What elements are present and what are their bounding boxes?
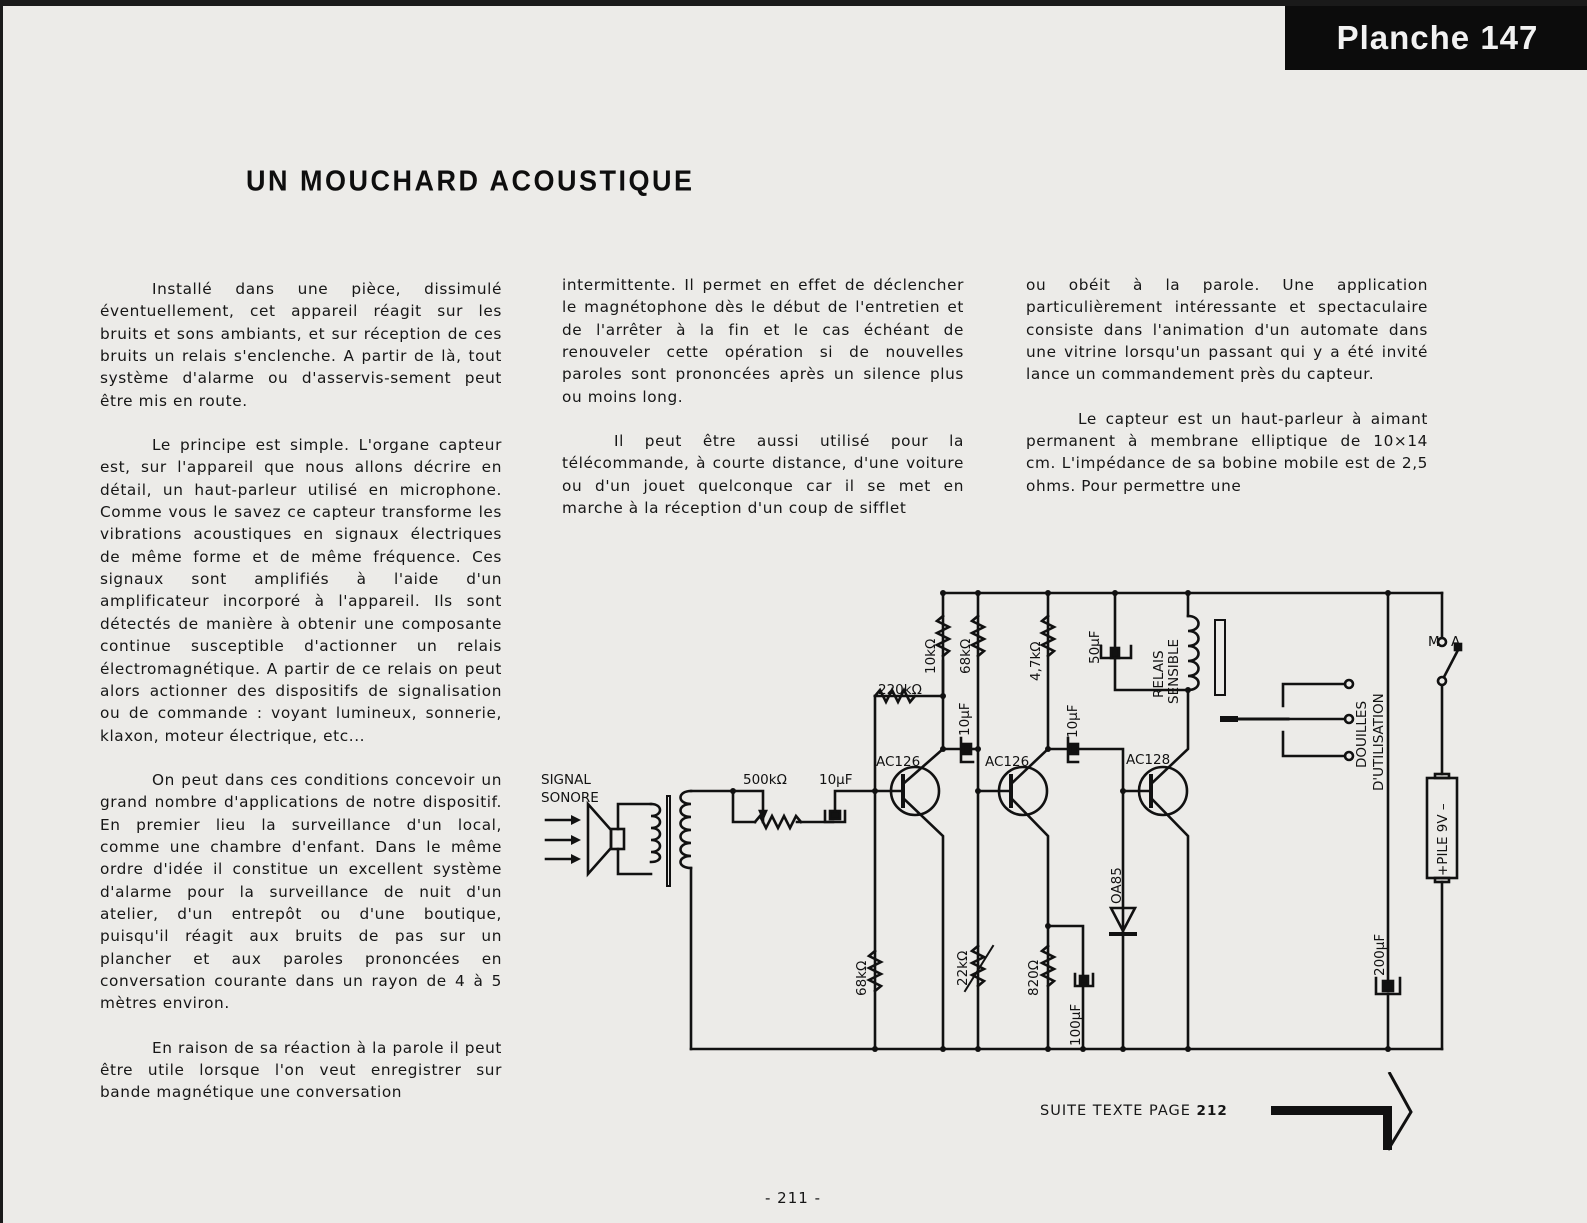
label-c-10-a: 10µF	[957, 702, 973, 736]
paragraph: Installé dans une pièce, dissimulé éventuellement, cet appareil réagit sur les bruits et sons ambiants, et sur réception de ces bruits un relais s'enclenche. A partir de là, tout système d'alarme ou d'asservis-sement peut être mis en route.	[100, 280, 502, 410]
label-relay-2: SENSIBLE	[1166, 638, 1182, 704]
label-r-10k: 10kΩ	[923, 638, 939, 674]
wire	[691, 791, 763, 822]
label-c-100: 100µF	[1068, 1003, 1084, 1046]
paragraph: intermittente. Il permet en effet de déclencher le magnétophone dès le début de l'entretien et de l'arrêter à la fin et le cas échéant de renouveler cette opération si de nouvelles paroles sont prononcées après un silence plus ou moins long.	[562, 276, 964, 406]
label-sockets-2: D'UTILISATION	[1371, 693, 1387, 791]
label-c-50: 50µF	[1087, 630, 1103, 664]
label-c-in: 10µF	[819, 772, 853, 788]
continued-page: 212	[1196, 1103, 1228, 1119]
capacitor-input	[825, 791, 875, 822]
label-r-22k: 22kΩ	[955, 950, 971, 986]
paragraph: Il peut être aussi utilisé pour la télécommande, à courte distance, d'une voiture ou d'un jouet quelconque car il se met en marche à la réception d'un coup de sifflet	[562, 432, 964, 518]
label-signal: SIGNAL	[541, 772, 591, 788]
label-r-68k-top: 68kΩ	[958, 638, 974, 674]
circuit-schematic	[523, 586, 1483, 1086]
label-sockets-1: DOUILLES	[1354, 700, 1370, 768]
continued-note	[1040, 1103, 1228, 1119]
text-column-2	[562, 274, 964, 541]
paragraph: On peut dans ces conditions concevoir un grand nombre d'applications de notre dispositif. En premier lieu la surveillance d'un local, comme une chambre d'enfant. Dans le même ordre d'idée il constitue un excellent système d'alarme pour la surveillance de nuit d'un atelier, d'un entrepôt ou d'une boutique, puisqu'il réagit aux bruits de pas sur un plancher et aux paroles prononcées en conversation courante dans un rayon de 4 à 5 mètres environ.	[100, 770, 502, 1013]
page	[3, 6, 1587, 1223]
label-relay-1: RELAIS	[1151, 650, 1167, 698]
continued-arrow-icon	[1271, 1072, 1421, 1152]
text-column-3	[1026, 274, 1428, 519]
label-q1: AC126	[876, 754, 921, 770]
label-r-4k7: 4,7kΩ	[1028, 641, 1044, 681]
label-r-820: 820Ω	[1026, 959, 1042, 996]
label-switch-m: M	[1428, 634, 1440, 650]
transformer-icon	[651, 791, 691, 1049]
article-title: UN MOUCHARD ACOUSTIQUE	[246, 165, 695, 197]
paragraph: Le principe est simple. L'organe capteur est, sur l'appareil que nous allons décrire en détail, un haut-parleur utilisé en microphone. Comme vous le savez ce capteur transforme les vibrations acoustiques en signaux électriques de même forme et de même fréquence. Ces signaux sont amplifiés à l'aide d'un amplificateur incorporé à l'appareil. Ils sont détectés de manière à obtenir une composante continue susceptible d'actionner un relais électromagnétique. A partir de ce relais on peut alors actionner des dispositifs de signalisation ou de commande : voyant lumineux, sonnerie, klaxon, moteur électrique, etc...	[100, 436, 502, 745]
label-q2: AC126	[985, 754, 1030, 770]
label-c-200: 200µF	[1372, 933, 1388, 976]
continued-text: SUITE TEXTE PAGE	[1040, 1103, 1191, 1119]
label-pot-500k: 500kΩ	[743, 772, 787, 788]
speaker-icon	[588, 804, 651, 874]
relay-core	[1215, 620, 1225, 695]
text-column-1	[100, 278, 502, 1126]
label-c-10-b: 10µF	[1065, 704, 1081, 738]
label-r-68k-bottom: 68kΩ	[854, 960, 870, 996]
socket-2	[1345, 715, 1353, 723]
relay-coil	[1188, 616, 1199, 690]
paragraph: Le capteur est un haut-parleur à aimant permanent à membrane elliptique de 10×14 cm. L'impédance de sa bobine mobile est de 2,5 ohms. Pour permettre une	[1026, 409, 1428, 495]
page-number: - 211 -	[765, 1189, 821, 1207]
socket-3	[1345, 752, 1353, 760]
plate-label: Planche 147	[1285, 6, 1587, 70]
label-diode: OA85	[1109, 867, 1125, 904]
label-q3: AC128	[1126, 752, 1171, 768]
label-r-220k: 220kΩ	[878, 682, 922, 698]
power-switch	[1444, 650, 1458, 677]
paragraph: ou obéit à la parole. Une application particulièrement intéressante et spectaculaire consiste dans l'animation d'un automate dans une vitrine lorsqu'un passant qui y a été invité lance un commandement près du capteur.	[1026, 276, 1428, 384]
label-sonore: SONORE	[541, 790, 599, 806]
label-battery: +PILE 9V –	[1435, 803, 1451, 876]
sound-arrows-icon	[546, 815, 581, 864]
paragraph: En raison de sa réaction à la parole il peut être utile lorsque l'on veut enregistrer sur bande magnétique une conversation	[100, 1038, 502, 1102]
label-switch-a: A	[1451, 634, 1461, 650]
socket-1	[1345, 680, 1353, 688]
